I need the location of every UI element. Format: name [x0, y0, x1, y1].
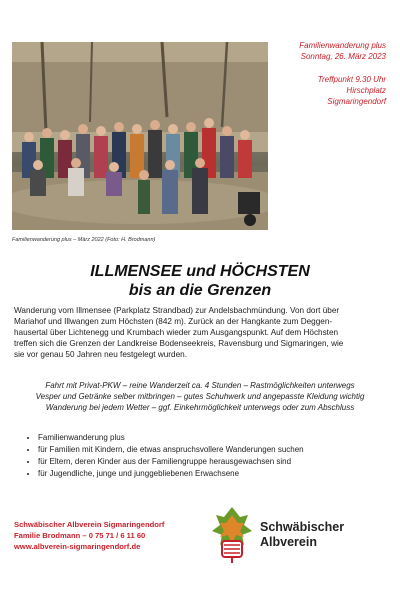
title-line-1: ILLMENSEE und HÖCHSTEN — [90, 263, 310, 280]
albverein-leaf-icon — [210, 505, 254, 563]
logo-line-2: Albverein — [260, 535, 317, 549]
description-line: hausertal über Lichtenegg und Krumbach wieder zum Ausgangspunkt. Auf dem Höchsten — [14, 328, 339, 337]
contact-block — [14, 519, 214, 552]
list-item: • für Eltern, deren Kinder aus der Familiengruppe herausgewachsen sind — [38, 456, 398, 468]
meeting-town: Sigmaringendorf — [327, 97, 386, 106]
info-line: Fahrt mit Privat-PKW – reine Wanderzeit ca. 4 Stunden – Rastmöglichkeiten unterwegs — [45, 381, 355, 390]
route-description — [14, 305, 388, 360]
group-photo — [12, 42, 268, 230]
logo-line-1: Schwäbischer — [260, 520, 345, 534]
target-group-list — [22, 432, 398, 480]
description-line: sie vor genau 50 Jahren neu festgelegt wurden. — [14, 350, 187, 359]
description-line: Wanderung vom Illmensee (Parkplatz Strandbad) zur Andelsbachmündung. Von dort über — [14, 306, 340, 315]
list-item: • für Familien mit Kindern, die etwas anspruchsvollere Wanderungen suchen — [38, 444, 398, 456]
group-photo-illustration — [12, 42, 268, 230]
contact-phone: Familie Brodmann – 0 75 71 / 6 11 60 — [14, 531, 146, 540]
title-line-2: bis an die Grenzen — [128, 282, 272, 299]
info-line: Wanderung bei jedem Wetter – ggf. Einkehrmöglichkeit unterwegs oder zum Abschluss — [45, 403, 355, 412]
club-name: Schwäbischer Albverein Sigmaringendorf — [14, 520, 165, 529]
description-line: Mariahof und Illwangen zum Höchsten (842 m). Zurück an der Hangkante zum Deggen- — [14, 317, 333, 326]
event-name: Familienwanderung plus — [299, 41, 386, 50]
list-item: • für Jugendliche, junge und junggebliebenen Erwachsene — [38, 468, 398, 480]
albverein-logo — [210, 505, 390, 565]
logo-wordmark — [260, 520, 344, 550]
description-line: treffen sich die Grenzen der Landkreise Bodenseekreis, Ravensburg und Sigmaringen, wie — [14, 339, 344, 348]
meeting-place: Hirschplatz — [346, 86, 386, 95]
info-line: Vesper und Getränke selber mitbringen – gutes Schuhwerk und angepasste Kleidung wichtig — [35, 392, 365, 401]
event-date: Sonntag, 26. März 2023 — [300, 52, 386, 61]
website-link[interactable]: www.albverein-sigmaringendorf.de — [14, 542, 141, 551]
list-item: • Familienwanderung plus — [38, 432, 398, 444]
photo-caption: Familienwanderung plus – März 2022 (Foto: H. Brodmann) — [12, 237, 156, 243]
page-title — [0, 262, 400, 300]
event-info — [266, 40, 386, 107]
meeting-time: Treffpunkt 9.30 Uhr — [317, 75, 386, 84]
practical-info — [14, 380, 386, 413]
